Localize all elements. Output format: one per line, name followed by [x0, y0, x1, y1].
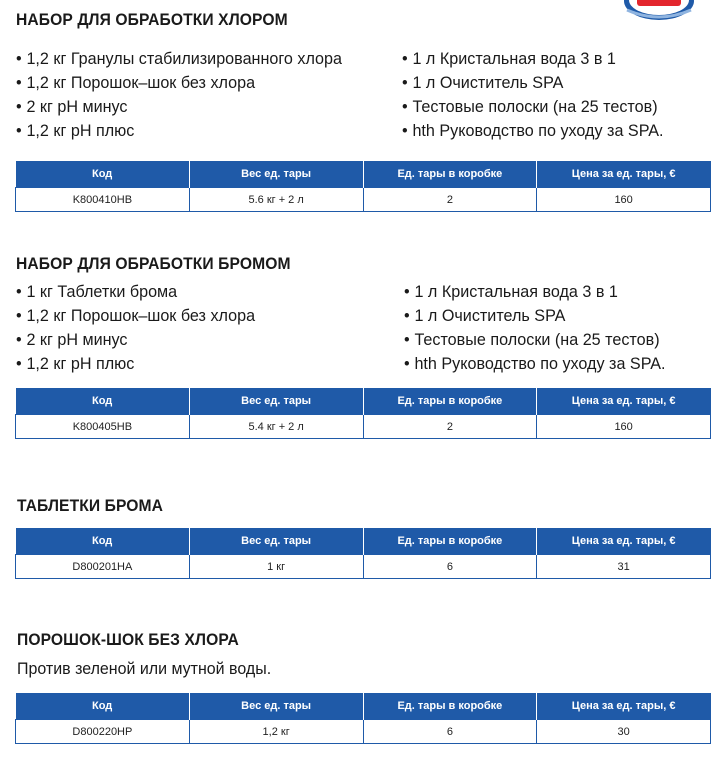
cell-code: K800405HB	[16, 415, 190, 439]
cell-price: 160	[537, 415, 711, 439]
section-title: ТАБЛЕТКИ БРОМА	[17, 496, 164, 515]
header-weight: Вес ед. тары	[189, 693, 363, 720]
table-header-row	[16, 693, 711, 720]
list-item: • 1 кг Таблетки брома	[16, 280, 255, 304]
table-header-row	[16, 528, 711, 555]
cell-code: D800220HP	[16, 720, 190, 744]
product-table	[15, 693, 711, 744]
cell-units-per-box: 2	[363, 415, 537, 439]
header-units-per-box: Ед. тары в коробке	[363, 161, 537, 188]
table-row	[16, 188, 711, 212]
product-table	[15, 388, 711, 439]
section-subtitle: Против зеленой или мутной воды.	[17, 659, 272, 678]
header-price: Цена за ед. тары, €	[537, 693, 711, 720]
header-units-per-box: Ед. тары в коробке	[363, 388, 537, 415]
bullet-list-right	[404, 280, 679, 376]
table-row	[16, 415, 711, 439]
header-code: Код	[16, 693, 190, 720]
header-code: Код	[16, 161, 190, 188]
cell-weight: 5.6 кг + 2 л	[189, 188, 363, 212]
header-units-per-box: Ед. тары в коробке	[363, 528, 537, 555]
list-item: • 1,2 кг Порошок–шок без хлора	[16, 304, 255, 328]
list-item: • 1 л Очиститель SPA	[404, 304, 666, 328]
list-item: • 2 кг pH минус	[16, 95, 342, 119]
product-table	[15, 161, 711, 212]
cell-code: K800410HB	[16, 188, 190, 212]
cell-price: 30	[537, 720, 711, 744]
list-item: • 1 л Очиститель SPA	[402, 71, 664, 95]
list-item: • 1,2 кг Порошок–шок без хлора	[16, 71, 342, 95]
bullet-list-right	[402, 47, 677, 143]
list-item: • Тестовые полоски (на 25 тестов)	[404, 328, 666, 352]
header-units-per-box: Ед. тары в коробке	[363, 693, 537, 720]
list-item: • 1 л Кристальная вода 3 в 1	[402, 47, 664, 71]
list-item: • 1 л Кристальная вода 3 в 1	[404, 280, 666, 304]
list-item: • 1,2 кг pH плюс	[16, 352, 255, 376]
header-code: Код	[16, 388, 190, 415]
list-item: • hth Руководство по уходу за SPA.	[404, 352, 666, 376]
cell-units-per-box: 2	[363, 188, 537, 212]
table-row	[16, 555, 711, 579]
bullet-list-left	[16, 47, 359, 143]
brand-logo-icon	[622, 0, 696, 22]
cell-price: 31	[537, 555, 711, 579]
list-item: • 2 кг pH минус	[16, 328, 255, 352]
section-title: НАБОР ДЛЯ ОБРАБОТКИ ХЛОРОМ	[16, 10, 288, 29]
header-code: Код	[16, 528, 190, 555]
cell-units-per-box: 6	[363, 720, 537, 744]
cell-price: 160	[537, 188, 711, 212]
cell-weight: 5.4 кг + 2 л	[189, 415, 363, 439]
table-row	[16, 720, 711, 744]
header-price: Цена за ед. тары, €	[537, 388, 711, 415]
list-item: • 1,2 кг Гранулы стабилизированного хлора	[16, 47, 342, 71]
header-weight: Вес ед. тары	[189, 388, 363, 415]
table-header-row	[16, 161, 711, 188]
cell-units-per-box: 6	[363, 555, 537, 579]
header-price: Цена за ед. тары, €	[537, 528, 711, 555]
cell-code: D800201HA	[16, 555, 190, 579]
section-title: ПОРОШОК-ШОК БЕЗ ХЛОРА	[17, 630, 239, 649]
header-price: Цена за ед. тары, €	[537, 161, 711, 188]
header-weight: Вес ед. тары	[189, 161, 363, 188]
table-header-row	[16, 388, 711, 415]
list-item: • 1,2 кг pH плюс	[16, 119, 342, 143]
product-table	[15, 528, 711, 579]
list-item: • hth Руководство по уходу за SPA.	[402, 119, 664, 143]
header-weight: Вес ед. тары	[189, 528, 363, 555]
cell-weight: 1,2 кг	[189, 720, 363, 744]
section-title: НАБОР ДЛЯ ОБРАБОТКИ БРОМОМ	[16, 254, 291, 273]
cell-weight: 1 кг	[189, 555, 363, 579]
list-item: • Тестовые полоски (на 25 тестов)	[402, 95, 664, 119]
bullet-list-left	[16, 280, 268, 376]
